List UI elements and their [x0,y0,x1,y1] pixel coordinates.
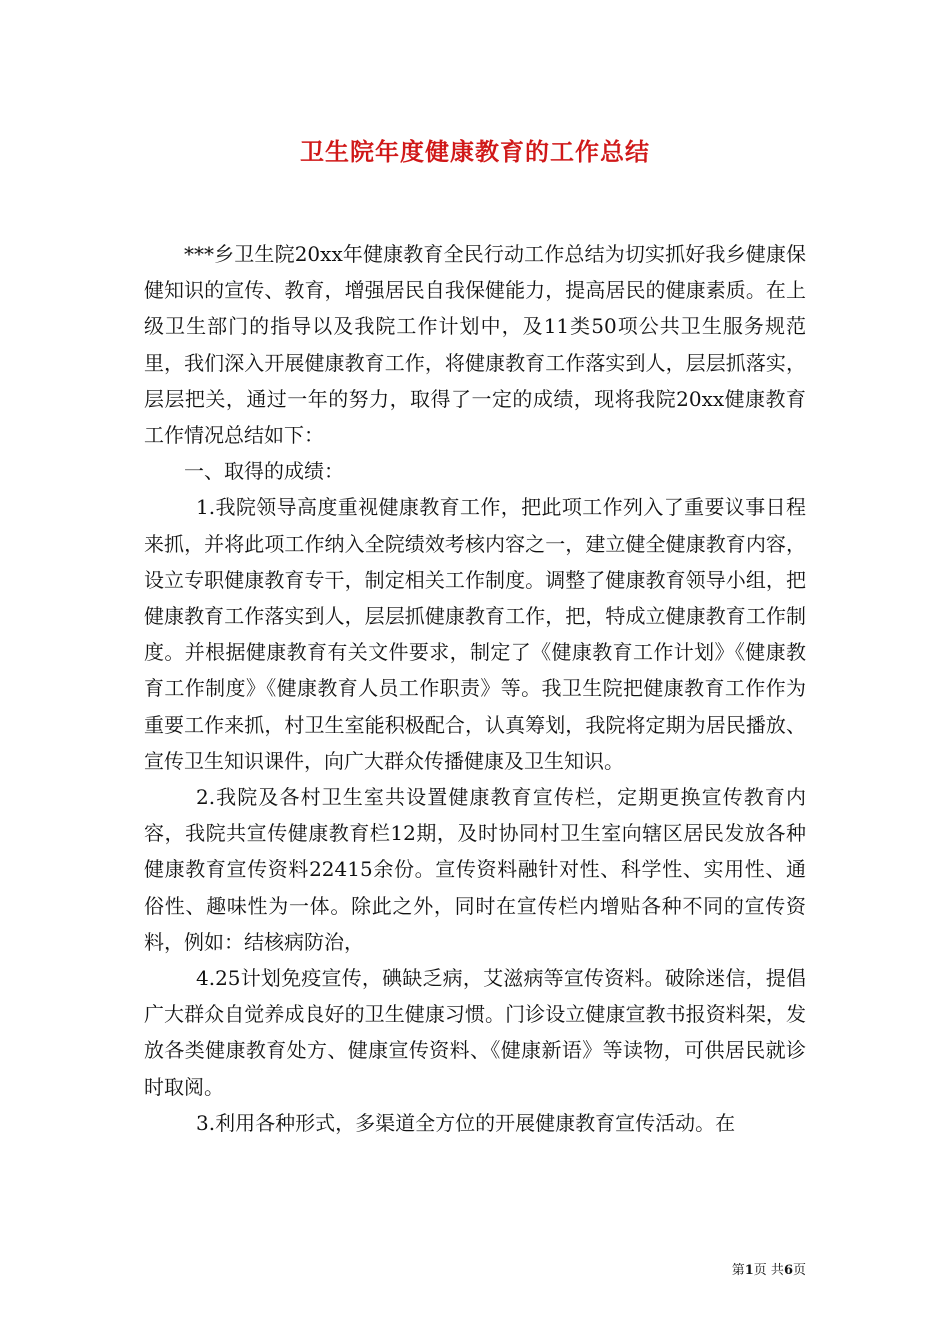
intro-paragraph: ***乡卫生院20xx年健康教育全民行动工作总结为切实抓好我乡健康保健知识的宣传、教育，增强居民自我保健能力，提高居民的健康素质。在上级卫生部门的指导以及我院工作计划中，及11类50项公共卫生服务规范里，我们深入开展健康教育工作，将健康教育工作落实到人，层层抓落实，层层把关，通过一年的努力，取得了一定的成绩，现将我院20xx健康教育工作情况总结如下： [144,242,806,448]
page-number-footer [732,1259,806,1278]
section-heading: 一、取得的成绩： [184,459,344,484]
footer-prefix: 第 [731,1263,745,1278]
footer-suffix: 页 [792,1263,806,1278]
paragraph-item-2-continued: 4.25计划免疫宣传，碘缺乏病，艾滋病等宣传资料。破除迷信，提倡广大群众自觉养成良好的卫生健康习惯。门诊设立健康宣教书报资料架，发放各类健康教育处方、健康宣传资料、《健康新语》等读物，可供居民就诊时取阅。 [144,966,806,1099]
document-body [144,236,806,1141]
footer-middle: 页 共 [753,1263,784,1278]
paragraph-item-3: 3.利用各种形式，多渠道全方位的开展健康教育宣传活动。在 [196,1110,736,1135]
page-title: 卫生院年度健康教育的工作总结 [300,137,650,166]
footer-total-pages: 6 [783,1263,793,1278]
footer-current-page: 1 [744,1263,754,1278]
paragraph-item-2: 2.我院及各村卫生室共设置健康教育宣传栏，定期更换宣传教育内容，我院共宣传健康教育栏12期，及时协同村卫生室向辖区居民发放各种健康教育宣传资料22415余份。宣传资料融针对性、科学性、实用性、通俗性、趣味性为一体。除此之外，同时在宣传栏内增贴各种不同的宣传资料，例如：结核病防治， [144,785,806,954]
paragraph-item-1: 1.我院领导高度重视健康教育工作，把此项工作列入了重要议事日程来抓，并将此项工作纳入全院绩效考核内容之一，建立健全健康教育内容，设立专职健康教育专干，制定相关工作制度。调整了健康教育领导小组，把健康教育工作落实到人，层层抓健康教育工作，把，特成立健康教育工作制度。并根据健康教育有关文件要求，制定了《健康教育工作计划》《健康教育工作制度》《健康教育人员工作职责》等。我卫生院把健康教育工作作为重要工作来抓，村卫生室能积极配合，认真筹划，我院将定期为居民播放、宣传卫生知识课件，向广大群众传播健康及卫生知识。 [144,495,806,773]
